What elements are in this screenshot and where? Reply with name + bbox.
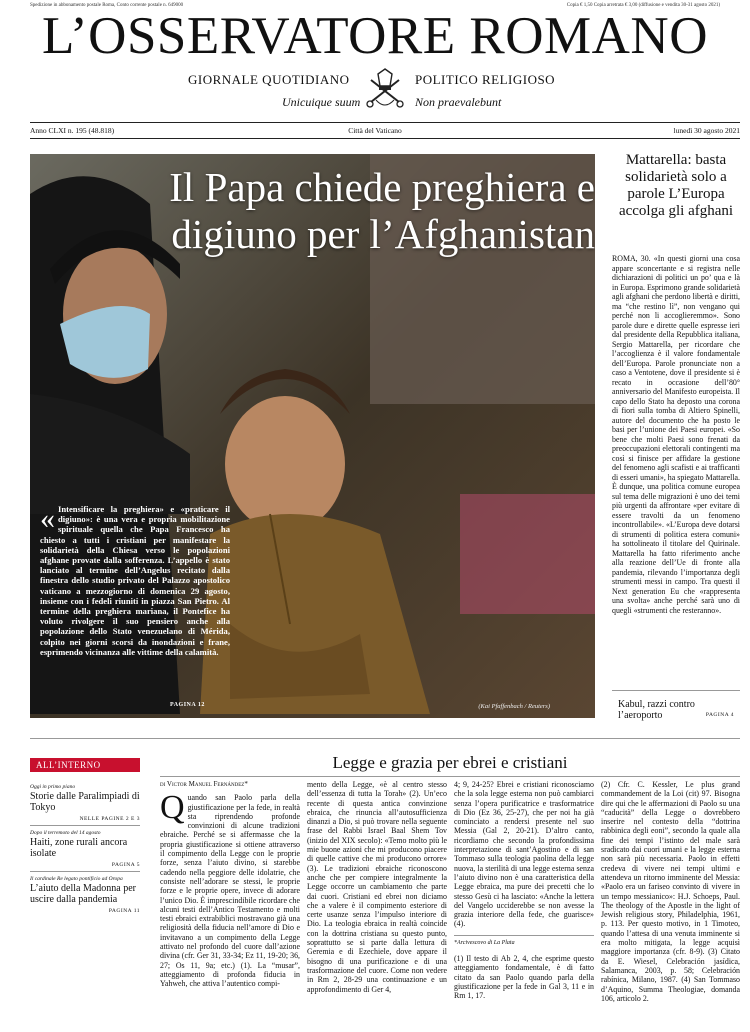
article-col-1 <box>160 780 300 1030</box>
article-col-2: mento della Legge, «è al centro stesso dell’essenza di tutta la Torah» (2). Un’eco recente di questa antica convinzione ebraica, che rinuncia all’autosufficienza dinanzi a Dio, si può trovare nella seguente frase del Rabbi Israel Baal Shem Tov (inizio del XIX secolo): «Temo molto più le mie buone azioni che mi producono piacere di quelle cattive che mi producono orrore» (3). Le tradizioni ebraiche riconoscono anche che per compiere integralmente la Legge occorre un cambiamento che parte dai cuori. Cristiani ed ebrei non diciamo che a valere è il compimento esteriore di certe usanze senza l’impulso interiore di Dio. La teologia ebraica in realtà coincide con la dottrina cristiana su questo punto, soprattutto se si parte dalla lettura di Geremia e di Ezechiele, dove appare il bisogno di una purificazione e di una trasformazione del cuore. Come non vedere in Rm 2, 28-29 una continuazione e un approfondimento di Ger 4, <box>307 780 447 994</box>
kabul-box[interactable] <box>612 690 740 721</box>
sidebar-divider <box>30 825 140 826</box>
hero-lead <box>40 504 230 657</box>
hero-lead-text: Intensificare la preghiera» e «praticare il digiuno»: è una vera e propria mobilitazione spirituale quella che Papa Francesco ha chiesto a tutti i cristiani per manifestare la solidarietà della Chiesa verso le popolazioni afghane provate dalla sofferenza. L’appello è stato lanciato al termine dell’Angelus recitato dalla finestra dello studio privato del Palazzo apostolico vaticano a mezzogiorno di domenica 29 agosto, insieme con i fedeli riuniti in piazza San Pietro. Al termine della preghiera mariana, il Pontefice ha voluto rivolgere il suo pensiero anche alla popolazione dello Stato venezuelano di Mérida, colpito nei giorni scorsi da inondazioni e frane, esprimendo vicinanza alle vittime della calamità. <box>40 504 230 657</box>
article-col-4: (2) Cfr. C. Kessler, Le plus grand commandement de la Loi (cit) 97. Bisogna dire qui che le affermazioni di Paolo su una “caducità” della Legge o dovrebbero inserire nel contesto della “dottrina rabbinica degli eoni”, secondo la quale alla fine dei tempi l’istinto del male sarà sradicato dai cuori umani e la legge esterna non sarà più necessaria. Paolo in effetti credeva di vivere nei tempi ultimi e attendeva un ritorno imminente del Messia: «Paolo era un fariseo convinto di vivere in un tempo messianico»: H.J. Schoeps, Paul. The theology of the Apostle in the light of Jewish religious story, Philadelphia, 1961, p. 113. Per questo motivo, in 1 Timoteo, quando l’attesa di una venuta imminente si era molto mitigata, la legge acquisì maggiore importanza (cfr. 8-9). (3) Citato da E. Wiesel, Celebración jasídica, Salamanca, 2003, p. 58; Celebración rabínica, Milano, 1987. (4) San Tommaso d’Aquino, Summa Theologiae, domanda 106, articolo 2. <box>601 780 740 1003</box>
sidebar-item[interactable] <box>30 830 140 872</box>
footnote-1: (1) Il testo di Ab 2, 4, che esprime questo atteggiamento fondamentale, è di fatto citato da san Paolo quando parla della giustificazione per la fede in Gal 3, 11 e in Rm 1, 17. <box>454 954 594 1001</box>
hero-page-ref[interactable]: PAGINA 12 <box>170 702 205 708</box>
author-note: *Arcivescovo di La Plata <box>454 935 594 948</box>
right-col-headline: Mattarella: basta solidarietà solo a parole L’Europa accolga gli afghani <box>618 152 734 219</box>
top-rule <box>30 122 740 123</box>
sidebar-header: ALL’INTERNO <box>30 758 140 772</box>
issue-number: Anno CLXI n. 195 (48.818) <box>30 126 115 135</box>
papal-emblem-icon <box>362 66 408 112</box>
sidebar-page: PAGINA 5 <box>111 862 140 868</box>
masthead-title: L’OSSERVATORE ROMANO <box>42 7 708 65</box>
lead-quote-mark: « <box>40 502 55 535</box>
sidebar-page: PAGINA 11 <box>108 908 140 914</box>
issue-date: lunedì 30 agosto 2021 <box>673 126 740 135</box>
article-byline: di Victor Manuel Fernández* <box>160 780 248 788</box>
section2-rule <box>160 776 740 777</box>
right-col-body: ROMA, 30. «In questi giorni una cosa appare sconcertante e si registra nelle dichiarazioni di politici un po’ qua e là in Europa. Esprimono grande solidarietà agli afghani che perdono libertà e diritti, ma “che restino lì”, non vengano qui perché non li accoglieremmo». Sono parole dure e dirette quelle espresse ieri dal presidente della Repubblica italiana, Sergio Mattarella, per ricordare che l’accoglienza è il valore fondamentale dell’Europa. Parole pronunciate non a caso a Ventotene, dove il presidente si è recato in occasione dell’80° anniversario del Manifesto europeista. Il capo dello Stato ha deposto una corona di fiori sulla tomba di Altiero Spinelli, autore del documento che ha posto le basi per l’unione dei Paesi europei. «So bene che molti Paesi sono frenati da preoccupazioni elettorali contingenti ma così si finisce per affidare la gestione del fenomeno agli scafisti e ai trafficanti di esseri umani», ha spiegato Mattarella. È dunque, una politica comune europea sul tema delle migrazioni è uno dei temi più urgenti da affrontare «per evitare di essere travolti da un fenomeno incontrollabile». «L’Europa deve dotarsi di strumenti di politica estera comuni» ha sottolineato il titolare del Quirinale. Mattarella ha fatto riferimento anche alla reazione dell’Ue di fronte alla pandemia, rilevando l’importanza degli strumenti messi in campo. Tra questi il Next generation Eu che «rappresenta una svolta» anche perché sarà uno di quegli «strumenti che resteranno». <box>612 254 740 615</box>
article-col-3-text: 4; 9, 24-25? Ebrei e cristiani riconosciamo che la sola legge esterna non può cambiarci senza l’opera purificatrice e trasformatrice di Dio (Ez 36, 25-27), che per noi ha già cominciato a rendersi presente nel suo Messia (Gal 2, 20-21). D’altro canto, ricordiamo che secondo la profondissima interpretazione di sant’Agostino e di san Tommaso sulla teologia paolina della legge nuova, la sterilità di una legge esterna senza l’aiuto divino non è una caratteristica della Legge ebraica, ma pure dei precetti che lo stesso Gesù ci ha lasciato: «Anche la lettera del Vangelo ucciderebbe se non avesse la grazia interiore della fede, che guarisce» (4). <box>454 780 594 929</box>
article-col-1-text: uando san Paolo parla della giustificazione per la fede, in realtà sta riprendendo profonde convinzioni di alcune tradizioni ebraiche. Perché se si affermasse che la propria giustificazione si ottiene attraverso il compimento della Legge con le proprie forze, senza l’aiuto divino, si starebbe cadendo nella peggiore delle idolatrie, che consiste nell’adorare se stessi, le proprie forze e le proprie opere, invece di adorare l’unico Dio. È imprescindibile ricordare che alcuni testi dell’Antico Testamento e molti testi ebraici extrabiblici mostravano già una religiosità della fiducia nell’amore di Dio e invitavano a un compimento della Legge attivato nel profondo del cuore dall’azione divina (cfr. Ger 31, 33-34; Ez 11, 19-20; 36, 27; Os 11, 9a; etc.) (1). La “musar”, atteggiamento di profonda fiducia in Yahweh, che attiva l’autentico compi- <box>160 793 300 989</box>
sidebar-divider <box>30 871 140 872</box>
sidebar-item[interactable] <box>30 784 140 826</box>
article-col-3 <box>454 780 594 1030</box>
dateline-rule <box>30 138 740 139</box>
article-dropcap: Q <box>160 789 185 827</box>
sidebar-page: NELLE PAGINE 2 E 3 <box>79 816 140 822</box>
sidebar <box>30 780 140 914</box>
sidebar-kicker: Dopo il terremoto del 14 agosto <box>30 830 101 836</box>
postal-note: Spedizione in abbonamento postale Roma, Conto corrente postale n. 649000 <box>30 3 184 8</box>
sidebar-kicker: Oggi in primo piano <box>30 784 76 790</box>
sidebar-item[interactable] <box>30 876 140 914</box>
motto-right: Non praevalebunt <box>415 95 502 109</box>
motto-left: Unicuique suum <box>282 95 361 109</box>
hero-headline: Il Papa chiede preghiera e digiuno per l’Afghanistan <box>169 164 595 257</box>
hero-photo <box>30 154 595 718</box>
kabul-box-title: Kabul, razzi contro l’aeroporto <box>618 699 695 721</box>
photo-credit: (Kai Pfaffenbach / Reuters) <box>478 703 550 710</box>
sidebar-kicker: Il cardinale Re legato pontificio ad Oropa <box>30 876 123 882</box>
section-rule <box>30 738 740 739</box>
masthead-sub-right: POLITICO RELIGIOSO <box>415 72 556 87</box>
price-note: Copia € 1,50 Copia arretrata € 3,00 (diffusione e vendita 30-31 agosto 2021) <box>566 3 720 8</box>
kabul-box-page: PAGINA 4 <box>705 712 734 718</box>
section2-title: Legge e grazia per ebrei e cristiani <box>332 753 568 772</box>
masthead-sub-left: GIORNALE QUOTIDIANO <box>188 72 350 87</box>
sidebar-title: Storie dalle Paralimpiadi di Tokyo <box>30 791 140 813</box>
sidebar-title: L’aiuto della Madonna per uscire dalla pandemia <box>30 883 136 905</box>
place: Città del Vaticano <box>348 126 402 135</box>
sidebar-title: Haiti, zone rurali ancora isolate <box>30 837 128 859</box>
